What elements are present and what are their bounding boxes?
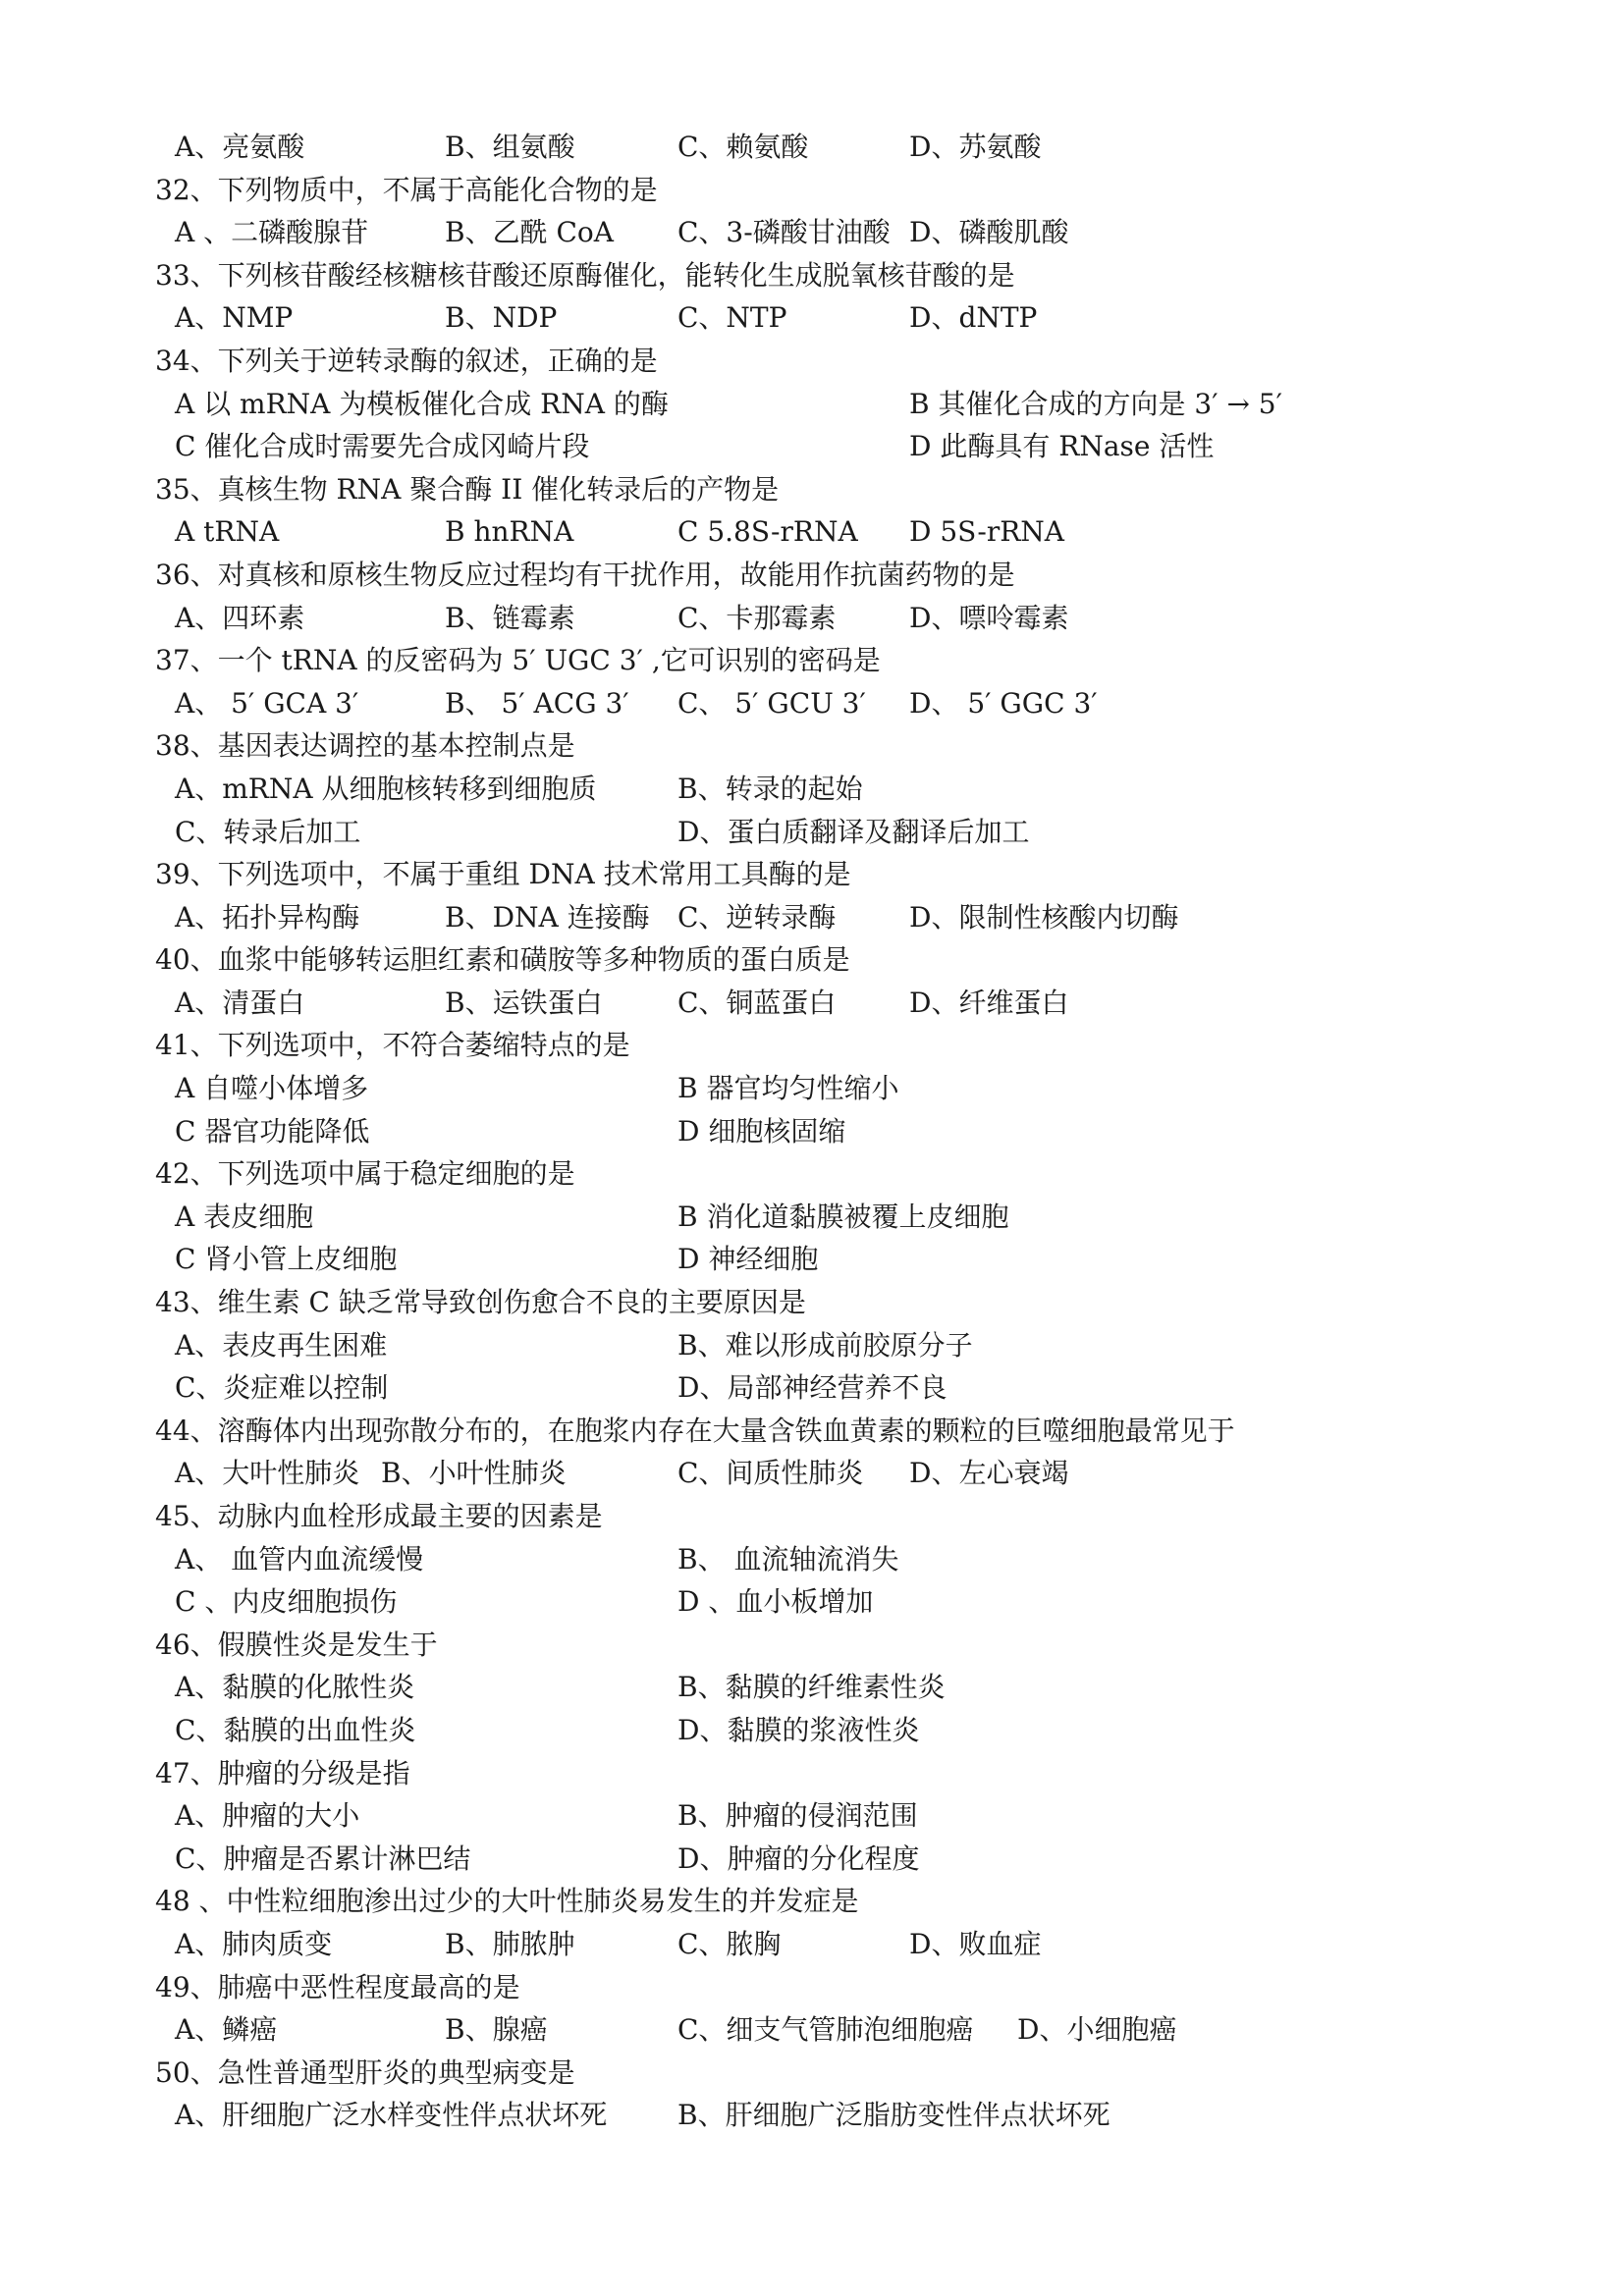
option-a: C、黏膜的出血性炎 [175, 1713, 416, 1746]
option-a: C、转录后加工 [175, 815, 361, 848]
option-b: D 细胞核固缩 [677, 1114, 846, 1148]
question-stem: 48 、中性粒细胞渗出过少的大叶性肺炎易发生的并发症是 [155, 1885, 859, 1918]
option-d: D、磷酸肌酸 [909, 216, 1069, 249]
option-a: A、肺肉质变 [175, 1927, 333, 1960]
question-stem: 37、一个 tRNA 的反密码为 5′ UGC 3′ ,它可识别的密码是 [155, 644, 881, 677]
option-a: A、拓扑异构酶 [175, 900, 360, 934]
option-a: A 表皮细胞 [175, 1200, 314, 1233]
question-stem: 33、下列核苷酸经核糖核苷酸还原酶催化，能转化生成脱氧核苷酸的是 [155, 258, 1015, 292]
option-row [155, 1067, 1530, 1110]
option-c: C、卡那霉素 [677, 601, 837, 634]
option-c: C、 5′ GCU 3′ [677, 686, 866, 720]
option-row [155, 211, 1530, 254]
option-row [155, 896, 1530, 939]
option-b: B、运铁蛋白 [445, 986, 603, 1019]
option-row [155, 1838, 1530, 1881]
option-a: C、炎症难以控制 [175, 1371, 389, 1405]
question-stem: 38、基因表达调控的基本控制点是 [155, 729, 575, 763]
option-row [155, 1324, 1530, 1367]
option-b: B 消化道黏膜被覆上皮细胞 [677, 1200, 1009, 1233]
question-stem: 44、溶酶体内出现弥散分布的，在胞浆内存在大量含铁血黄素的颗粒的巨噬细胞最常见于 [155, 1414, 1235, 1447]
option-row [155, 1709, 1530, 1752]
option-row [155, 126, 1530, 169]
option-row [155, 982, 1530, 1025]
question-stem: 47、肿瘤的分级是指 [155, 1756, 410, 1789]
option-a: A、mRNA 从细胞核转移到细胞质 [175, 772, 597, 805]
option-c: C、NTP [677, 301, 787, 335]
option-a: C 器官功能降低 [175, 1114, 370, 1148]
option-b: B、组氨酸 [445, 131, 575, 163]
option-b: B、肝细胞广泛脂肪变性伴点状坏死 [677, 2099, 1110, 2132]
question-list [155, 126, 1530, 2137]
option-a: A、黏膜的化脓性炎 [175, 1671, 415, 1704]
option-a: A、清蛋白 [175, 986, 305, 1019]
option-row [155, 1923, 1530, 1966]
option-b: D、黏膜的浆液性炎 [677, 1713, 920, 1746]
question-stem: 41、下列选项中，不符合萎缩特点的是 [155, 1029, 630, 1062]
option-d: D、小细胞癌 [1017, 2013, 1177, 2047]
option-a: A 、二磷酸腺苷 [175, 216, 369, 249]
option-b: D 神经细胞 [677, 1243, 819, 1276]
option-b: B 其催化合成的方向是 3′ → 5′ [909, 387, 1282, 420]
option-a: A、大叶性肺炎 [175, 1457, 360, 1490]
option-row [155, 682, 1530, 725]
option-b: B、NDP [445, 301, 558, 335]
option-row [155, 1110, 1530, 1153]
option-d: D、纤维蛋白 [909, 986, 1069, 1019]
question-stem: 46、假膜性炎是发生于 [155, 1628, 438, 1661]
option-c: C、脓胸 [677, 1927, 782, 1960]
option-b: D、局部神经营养不良 [677, 1371, 947, 1405]
option-c: C、铜蓝蛋白 [677, 986, 837, 1019]
option-b: B 器官均匀性缩小 [677, 1072, 899, 1105]
option-a: A tRNA [175, 515, 280, 549]
option-a: A、 血管内血流缓慢 [175, 1542, 424, 1575]
option-b: B、肺脓肿 [445, 1927, 575, 1960]
option-a: A 以 mRNA 为模板催化合成 RNA 的酶 [175, 387, 669, 420]
option-row [155, 811, 1530, 854]
option-a: A、四环素 [175, 601, 305, 634]
option-b: D 、血小板增加 [677, 1585, 874, 1619]
option-b: B、黏膜的纤维素性炎 [677, 1671, 946, 1704]
option-row [155, 1452, 1530, 1495]
option-a: C 肾小管上皮细胞 [175, 1243, 398, 1276]
option-b: B hnRNA [445, 515, 574, 549]
option-row [155, 1366, 1530, 1410]
option-row [155, 1238, 1530, 1281]
option-b: D 此酶具有 RNase 活性 [909, 430, 1215, 463]
option-row [155, 425, 1530, 468]
option-row [155, 768, 1530, 811]
option-row [155, 1666, 1530, 1709]
option-b: B、腺癌 [445, 2013, 548, 2047]
option-c: C、赖氨酸 [677, 131, 809, 163]
option-b: D、肿瘤的分化程度 [677, 1842, 920, 1875]
option-row [155, 2094, 1530, 2137]
option-b: B、转录的起始 [677, 772, 863, 805]
option-d: D、 5′ GGC 3′ [909, 686, 1098, 720]
option-a: A、NMP [175, 301, 294, 335]
option-d: D 5S-rRNA [909, 515, 1065, 549]
option-row [155, 1538, 1530, 1581]
option-c: C、3-磷酸甘油酸 [677, 216, 891, 249]
option-b: B、小叶性肺炎 [381, 1457, 567, 1490]
option-b: D、蛋白质翻译及翻译后加工 [677, 815, 1030, 848]
option-b: B、 5′ ACG 3′ [445, 686, 629, 720]
option-c: C、逆转录酶 [677, 900, 837, 934]
option-row [155, 1580, 1530, 1624]
option-row [155, 597, 1530, 640]
question-stem: 40、血浆中能够转运胆红素和磺胺等多种物质的蛋白质是 [155, 943, 850, 977]
option-b: B、难以形成前胶原分子 [677, 1328, 973, 1362]
option-b: B、链霉素 [445, 601, 575, 634]
option-a: A、肝细胞广泛水样变性伴点状坏死 [175, 2099, 608, 2132]
option-b: B、DNA 连接酶 [445, 900, 650, 934]
question-stem: 32、下列物质中，不属于高能化合物的是 [155, 173, 658, 206]
option-c: C、细支气管肺泡细胞癌 [677, 2013, 974, 2047]
option-a: A、肿瘤的大小 [175, 1799, 360, 1833]
option-row [155, 510, 1530, 554]
option-a: A、 5′ GCA 3′ [175, 686, 359, 720]
option-b: B、 血流轴流消失 [677, 1542, 899, 1575]
option-c: C 5.8S-rRNA [677, 515, 858, 549]
option-b: B、肿瘤的侵润范围 [677, 1799, 918, 1833]
question-stem: 50、急性普通型肝炎的典型病变是 [155, 2056, 575, 2089]
option-row [155, 383, 1530, 426]
question-stem: 42、下列选项中属于稳定细胞的是 [155, 1157, 575, 1191]
option-row [155, 1196, 1530, 1239]
option-b: B、乙酰 CoA [445, 216, 614, 249]
option-row [155, 1794, 1530, 1838]
option-a: A 自噬小体增多 [175, 1072, 369, 1105]
option-row [155, 296, 1530, 340]
option-d: D、dNTP [909, 301, 1038, 335]
question-stem: 49、肺癌中恶性程度最高的是 [155, 1970, 520, 2003]
option-a: C、肿瘤是否累计淋巴结 [175, 1842, 471, 1875]
question-stem: 34、下列关于逆转录酶的叙述，正确的是 [155, 344, 658, 377]
option-row [155, 2008, 1530, 2052]
option-a: A、鳞癌 [175, 2013, 278, 2047]
option-a: C 、内皮细胞损伤 [175, 1585, 398, 1619]
option-a: A、表皮再生困难 [175, 1328, 388, 1362]
option-c: C、间质性肺炎 [677, 1457, 864, 1490]
question-stem: 39、下列选项中，不属于重组 DNA 技术常用工具酶的是 [155, 858, 851, 891]
option-d: D、苏氨酸 [909, 131, 1042, 163]
question-stem: 35、真核生物 RNA 聚合酶 II 催化转录后的产物是 [155, 472, 780, 506]
option-d: D、限制性核酸内切酶 [909, 900, 1179, 934]
option-d: D、左心衰竭 [909, 1457, 1069, 1490]
question-stem: 36、对真核和原核生物反应过程均有干扰作用，故能用作抗菌药物的是 [155, 558, 1015, 591]
option-d: D、嘌呤霉素 [909, 601, 1069, 634]
option-a: C 催化合成时需要先合成冈崎片段 [175, 430, 590, 463]
option-a: A、亮氨酸 [175, 131, 305, 163]
question-stem: 45、动脉内血栓形成最主要的因素是 [155, 1500, 603, 1532]
question-stem: 43、维生素 C 缺乏常导致创伤愈合不良的主要原因是 [155, 1286, 806, 1319]
option-d: D、败血症 [909, 1927, 1042, 1960]
